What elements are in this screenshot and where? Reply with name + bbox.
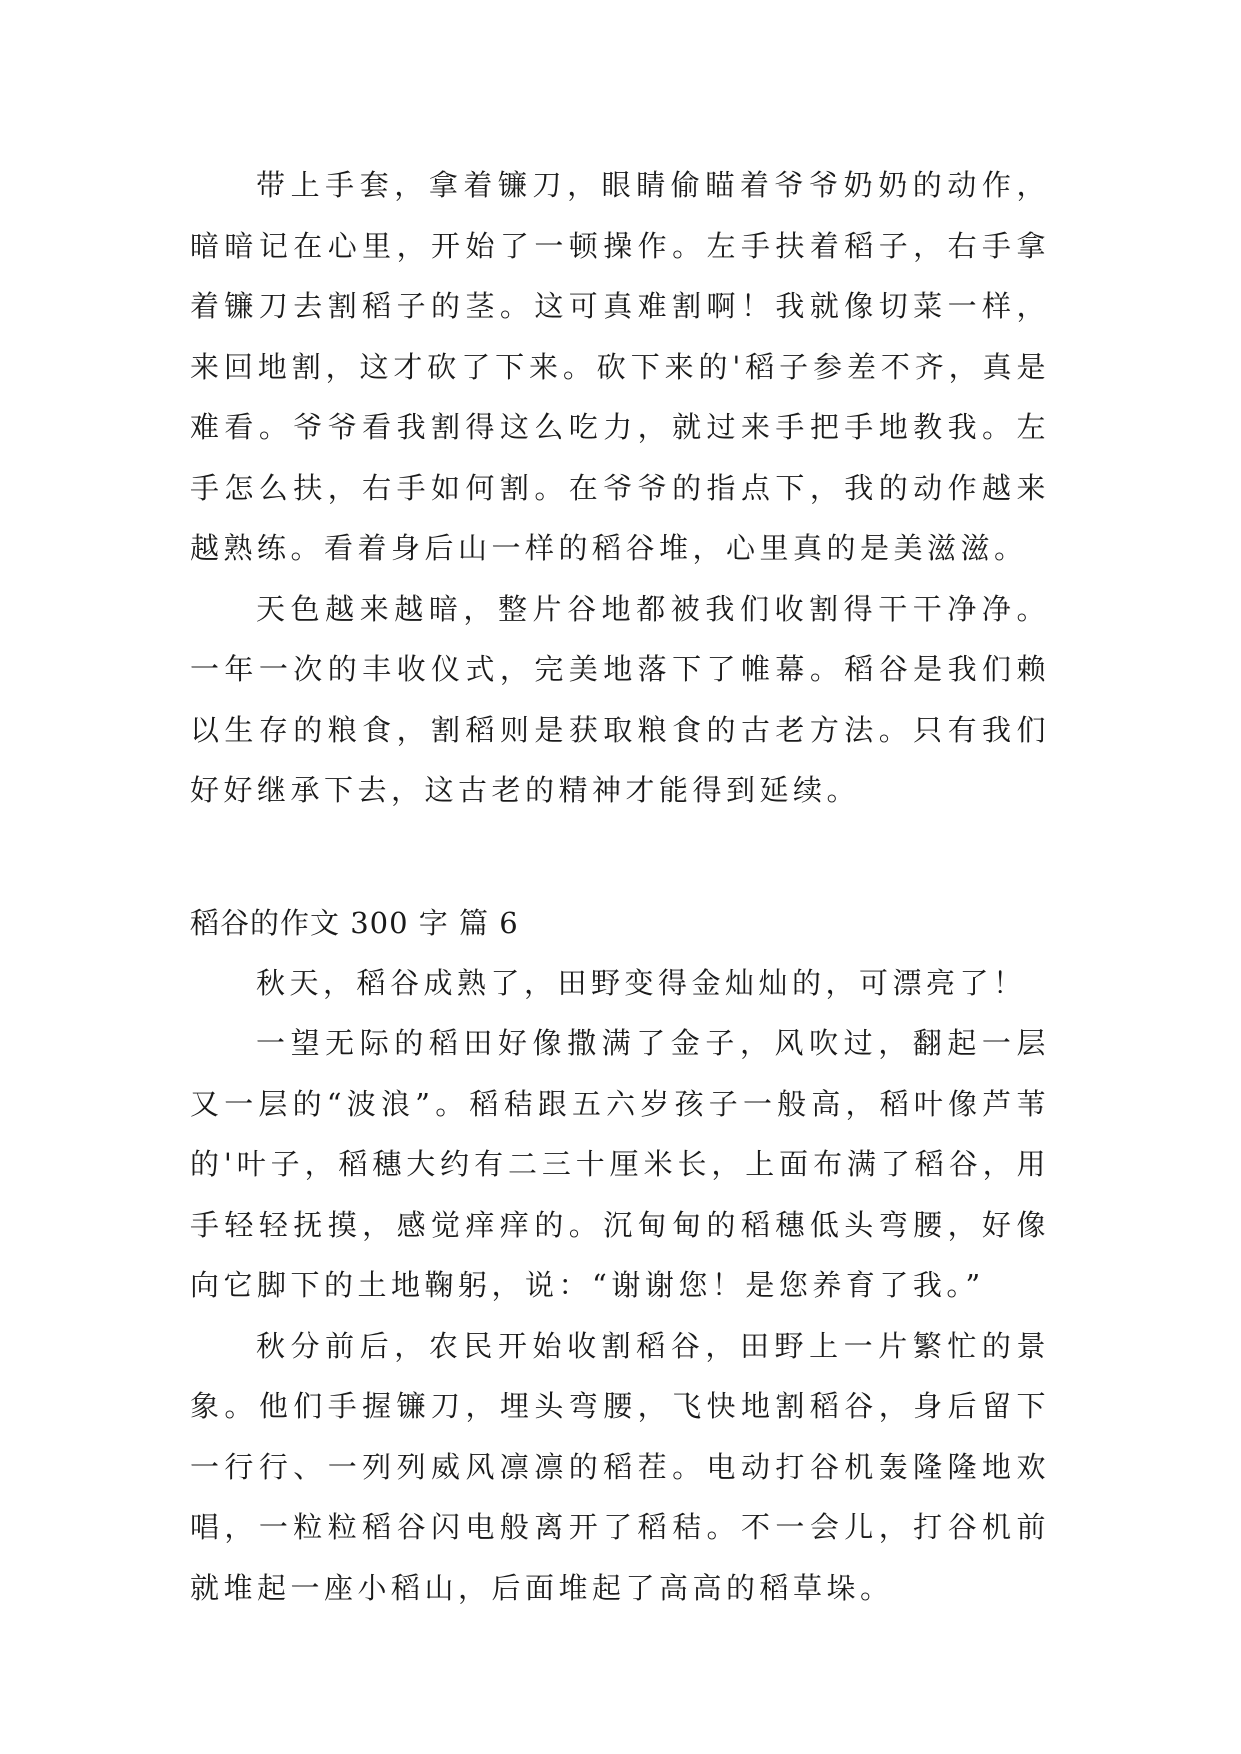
paragraph-farmers: 秋分前后，农民开始收割稻谷，田野上一片繁忙的景象。他们手握镰刀，埋头弯腰，飞快地割稻谷，身后留下一行行、一列列威风凛凛的稻茬。电动打谷机轰隆隆地欢唱，一粒粒稻谷闪电般离开了稻秸。不一会儿，打谷机前就堆起一座小稻山，后面堆起了高高的稻草垛。 (190, 1328, 1050, 1605)
paragraph-harvest-end: 天色越来越暗，整片谷地都被我们收割得干干净净。一年一次的丰收仪式，完美地落下了帷幕。稻谷是我们赖以生存的粮食，割稻则是获取粮食的古老方法。只有我们好好继承下去，这古老的精神才能得到延续。 (190, 591, 1050, 807)
section-heading: 稻谷的作文 300 字 篇 6 (190, 905, 519, 940)
paragraph-harvest-work: 带上手套，拿着镰刀，眼睛偷瞄着爷爷奶奶的动作，暗暗记在心里，开始了一顿操作。左手扶着稻子，右手拿着镰刀去割稻子的茎。这可真难割啊！我就像切菜一样，来回地割，这才砍了下来。砍下来的'稻子参差不齐，真是难看。爷爷看我割得这么吃力，就过来手把手地教我。左手怎么扶，右手如何割。在爷爷的指点下，我的动作越来越熟练。看着身后山一样的稻谷堆，心里真的是美滋滋。 (190, 168, 1050, 565)
section-gap (190, 821, 1050, 893)
document-body (190, 155, 1050, 1618)
paragraph-autumn: 秋天，稻谷成熟了，田野变得金灿灿的，可漂亮了！ (256, 965, 1027, 1000)
paragraph-rice-field: 一望无际的稻田好像撒满了金子，风吹过，翻起一层又一层的“波浪”。稻秸跟五六岁孩子一般高，稻叶像芦苇的'叶子，稻穗大约有二三十厘米长，上面布满了稻谷，用手轻轻抚摸，感觉痒痒的。沉甸甸的稻穗低头弯腰，好像向它脚下的土地鞠躬，说：“谢谢您！是您养育了我。” (190, 1026, 1050, 1302)
